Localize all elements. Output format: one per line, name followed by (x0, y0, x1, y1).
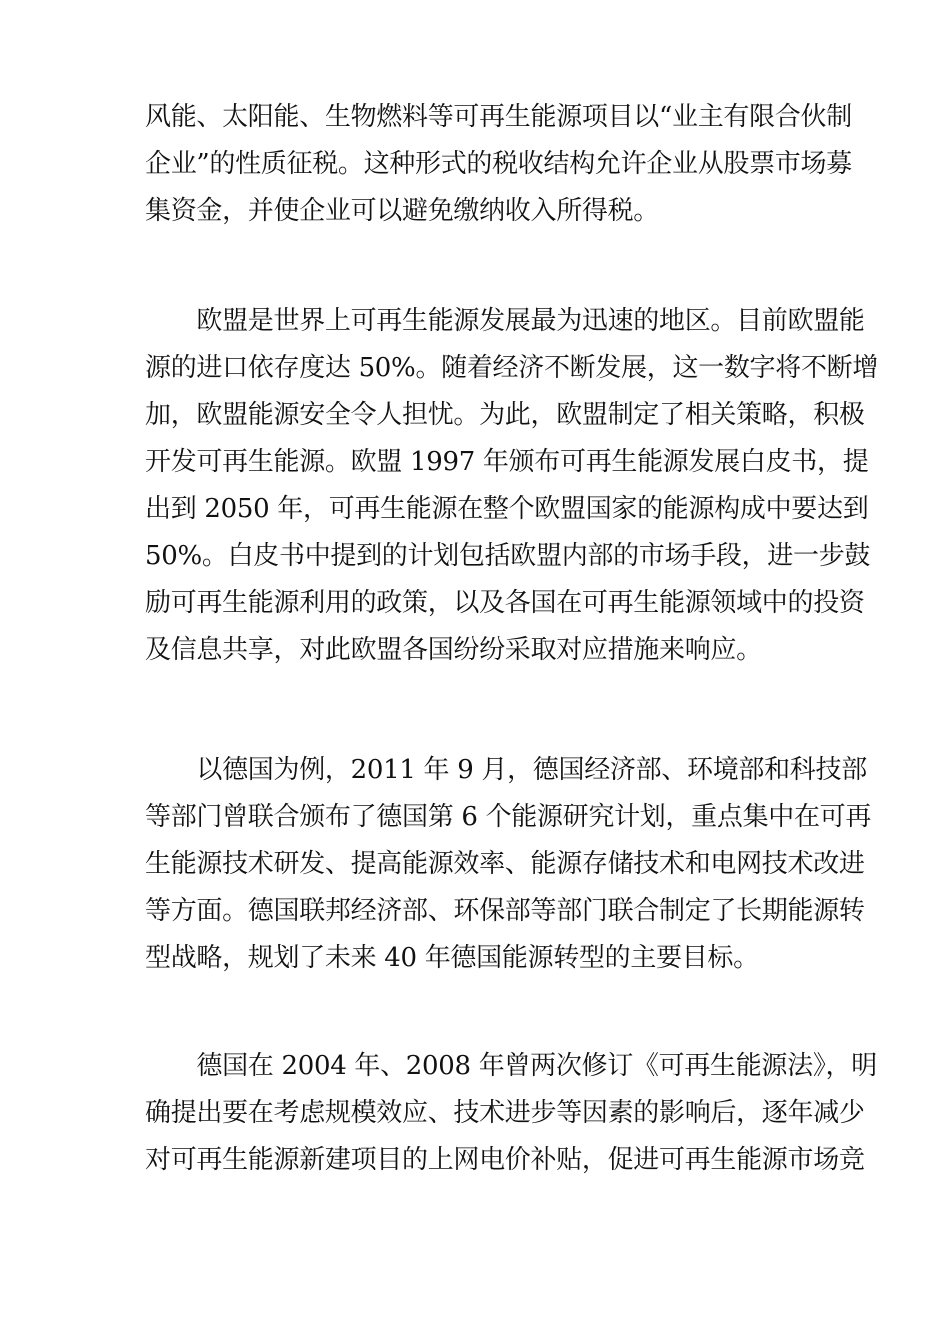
text-line: 风能、太阳能、生物燃料等可再生能源项目以“业主有限合伙制 (145, 102, 852, 132)
text-line: 50%。白皮书中提到的计划包括欧盟内部的市场手段，进一步鼓 (145, 541, 871, 571)
text-line: 等部门曾联合颁布了德国第 6 个能源研究计划，重点集中在可再 (145, 802, 872, 832)
text-line: 确提出要在考虑规模效应、技术进步等因素的影响后，逐年减少 (145, 1098, 865, 1128)
paragraph-1 (145, 94, 852, 235)
text-line: 开发可再生能源。欧盟 1997 年颁布可再生能源发展白皮书，提 (145, 447, 869, 477)
text-line: 源的进口依存度达 50%。随着经济不断发展，这一数字将不断增 (145, 353, 879, 383)
text-line: 企业”的性质征税。这种形式的税收结构允许企业从股票市场募 (145, 149, 852, 179)
paragraph-2 (145, 298, 879, 674)
text-line: 励可再生能源利用的政策，以及各国在可再生能源领域中的投资 (145, 588, 865, 618)
text-line: 等方面。德国联邦经济部、环保部等部门联合制定了长期能源转 (145, 896, 865, 926)
text-line: 加，欧盟能源安全令人担忧。为此，欧盟制定了相关策略，积极 (145, 400, 865, 430)
text-line: 以德国为例，2011 年 9 月，德国经济部、环境部和科技部 (145, 755, 867, 785)
text-line: 欧盟是世界上可再生能源发展最为迅速的地区。目前欧盟能 (145, 306, 865, 336)
text-line: 及信息共享，对此欧盟各国纷纷采取对应措施来响应。 (145, 635, 762, 665)
paragraph-4 (145, 1043, 877, 1184)
text-line: 德国在 2004 年、2008 年曾两次修订《可再生能源法》，明 (145, 1051, 877, 1081)
text-line: 对可再生能源新建项目的上网电价补贴，促进可再生能源市场竞 (145, 1145, 865, 1175)
paragraph-3 (145, 747, 872, 982)
text-line: 生能源技术研发、提高能源效率、能源存储技术和电网技术改进 (145, 849, 865, 879)
text-line: 型战略，规划了未来 40 年德国能源转型的主要目标。 (145, 943, 759, 973)
text-line: 集资金，并使企业可以避免缴纳收入所得税。 (145, 196, 660, 226)
text-line: 出到 2050 年，可再生能源在整个欧盟国家的能源构成中要达到 (145, 494, 869, 524)
